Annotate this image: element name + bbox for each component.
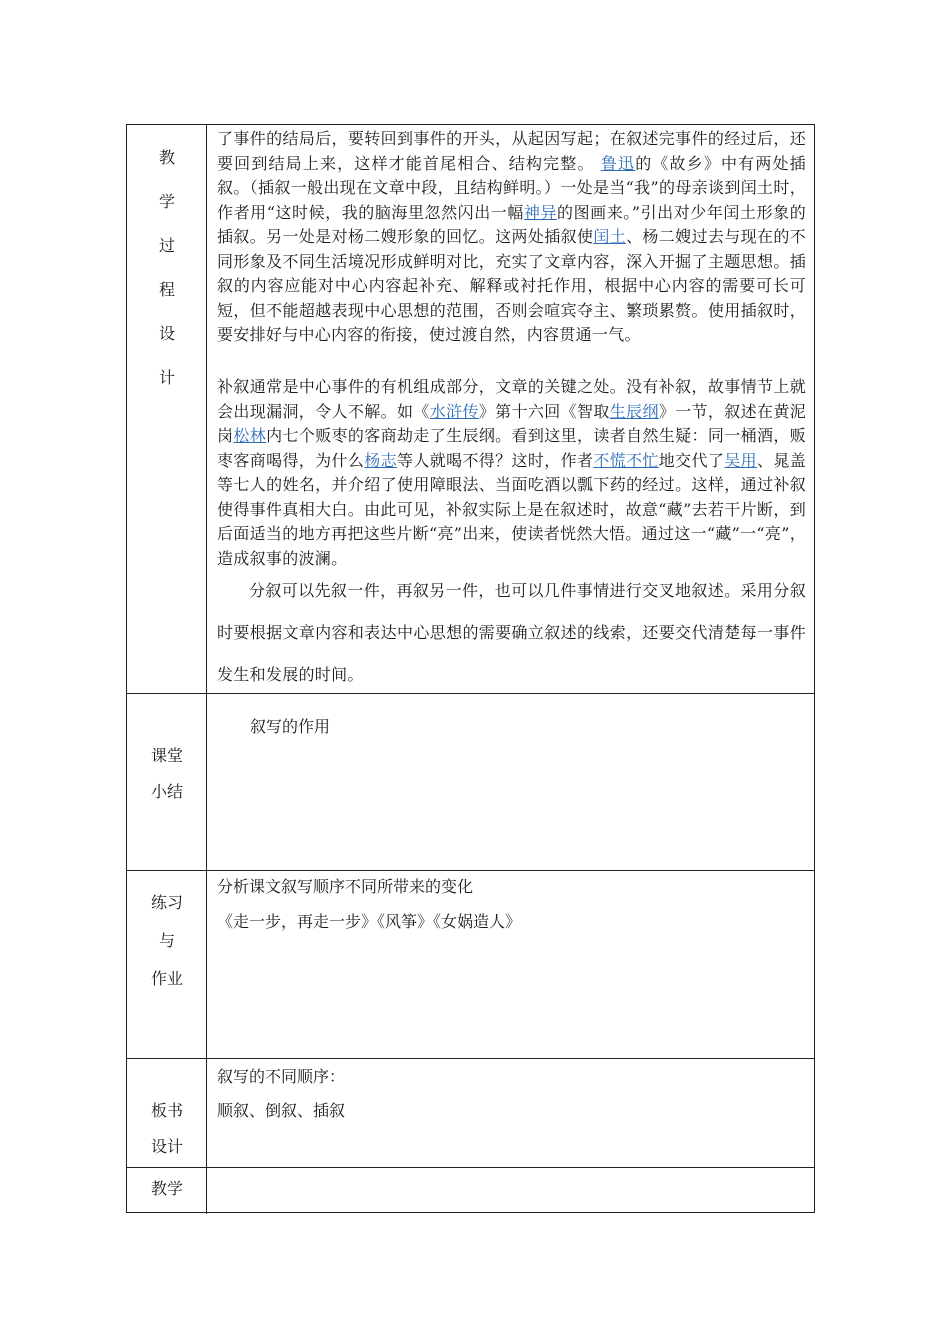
paragraph-text: 内七个贩枣的客商劫走了生辰纲。看到这里，读者自然生疑：同一桶酒，贩枣客商喝得，为什么 bbox=[217, 426, 806, 470]
board-design-content bbox=[207, 1059, 814, 1167]
board-design-label: 板书 设计 bbox=[150, 1101, 183, 1156]
teaching-reflection-label-cell bbox=[127, 1168, 207, 1214]
paragraph-text: 》第十六回《智取 bbox=[478, 401, 610, 421]
teaching-process-content bbox=[207, 125, 814, 693]
paragraph-parallel-narration: 分叙可以先叙一件，再叙另一件，也可以几件事情进行交叉地叙述。采用分叙时要根据文章内容和表达中心思想的需要确立叙述的线索，还要交代清楚每一事件发生和发展的时间。 bbox=[217, 581, 806, 684]
homework-content bbox=[207, 871, 814, 1058]
row-teaching-reflection bbox=[127, 1168, 814, 1214]
teaching-process-label-cell bbox=[127, 125, 207, 693]
board-items: 顺叙、倒叙、插叙 bbox=[217, 1101, 346, 1120]
term-link[interactable]: 闰土 bbox=[593, 227, 627, 246]
paragraph-text: 补叙通常是中心事件的有机组成部分，文章的关键之处。没有补叙，故事情节上就会出现漏洞，令人不解。如《 bbox=[217, 377, 806, 421]
homework-task: 分析课文叙写顺序不同所带来的变化 bbox=[217, 877, 474, 896]
paragraph-text: 地交代了 bbox=[658, 450, 725, 470]
homework-label-cell bbox=[127, 871, 207, 1058]
paragraph-supplementary-narration bbox=[217, 375, 806, 571]
term-link[interactable]: 不慌不忙 bbox=[593, 450, 659, 470]
term-link[interactable]: 鲁迅 bbox=[600, 153, 636, 173]
lesson-plan-table bbox=[126, 124, 815, 1213]
paragraph-text: 的图画来。”引出对少年闰土形象的插叙。另一处是对杨二嫂形象的回忆。这两处插叙使 bbox=[217, 202, 806, 246]
paragraph-text: 》一节，叙述在黄泥岗 bbox=[217, 401, 807, 445]
paragraph-text: 了事件的结局后，要转回到事件的开头，从起因写起；在叙述完事件的经过后，还要回到结局上来，这样才能首尾相合、结构完整。 bbox=[217, 129, 806, 173]
term-link[interactable]: 松林 bbox=[233, 426, 267, 445]
teaching-process-label: 教 学 过 程 设 计 bbox=[158, 148, 175, 387]
term-link[interactable]: 生辰纲 bbox=[609, 401, 659, 421]
paragraph-text: 等人就喝不得？这时，作者 bbox=[397, 450, 594, 470]
class-summary-content bbox=[207, 694, 814, 870]
term-link[interactable]: 杨志 bbox=[364, 450, 397, 470]
row-homework bbox=[127, 871, 814, 1059]
class-summary-label: 课堂 小结 bbox=[150, 746, 183, 801]
teaching-reflection-content bbox=[207, 1168, 814, 1214]
paragraph-text: 、杨二嫂过去与现在的不同形象及不同生活境况形成鲜明对比，充实了文章内容，深入开掘了主题思想。插叙的内容应能对中心内容起补充、解释或衬托作用，根据中心内容的需要可长可短，但不能超越表现中心思想的范围，否则会喧宾夺主、繁琐累赘。使用插叙时，要安排好与中心内容的衔接，使过渡自然，内容贯通一气。 bbox=[217, 227, 806, 344]
paragraph-insertion-narration bbox=[217, 127, 806, 348]
board-design-label-cell bbox=[127, 1059, 207, 1167]
paragraph-text: 的《故乡》中有两处插叙。（插叙一般出现在文章中段，且结构鲜明。）一处是当“我”的母亲谈到闰土时，作者用“这时候，我的脑海里忽然闪出一幅 bbox=[217, 153, 806, 222]
class-summary-label-cell bbox=[127, 694, 207, 870]
term-link[interactable]: 吴用 bbox=[724, 450, 757, 470]
row-class-summary bbox=[127, 694, 814, 871]
homework-label: 练习 与 作业 bbox=[150, 893, 183, 988]
row-teaching-process bbox=[127, 125, 814, 694]
teaching-reflection-label: 教学 bbox=[150, 1179, 183, 1198]
term-link[interactable]: 神异 bbox=[523, 202, 558, 222]
board-heading: 叙写的不同顺序： bbox=[217, 1067, 346, 1086]
term-link[interactable]: 水浒传 bbox=[429, 401, 479, 421]
paragraph-text: 、晁盖等七人的姓名，并介绍了使用障眼法、当面吃酒以瓢下药的经过。这样，通过补叙使得事件真相大白。由此可见，补叙实际上是在叙述时，故意“藏”去若干片断，到后面适当的地方再把这些片断“亮”出来，使读者恍然大悟。通过这一“藏”一“亮”，造成叙事的波澜。 bbox=[217, 450, 807, 568]
summary-text: 叙写的作用 bbox=[250, 717, 331, 736]
homework-texts: 《走一步，再走一步》《风筝》《女娲造人》 bbox=[217, 912, 522, 931]
row-board-design bbox=[127, 1059, 814, 1168]
